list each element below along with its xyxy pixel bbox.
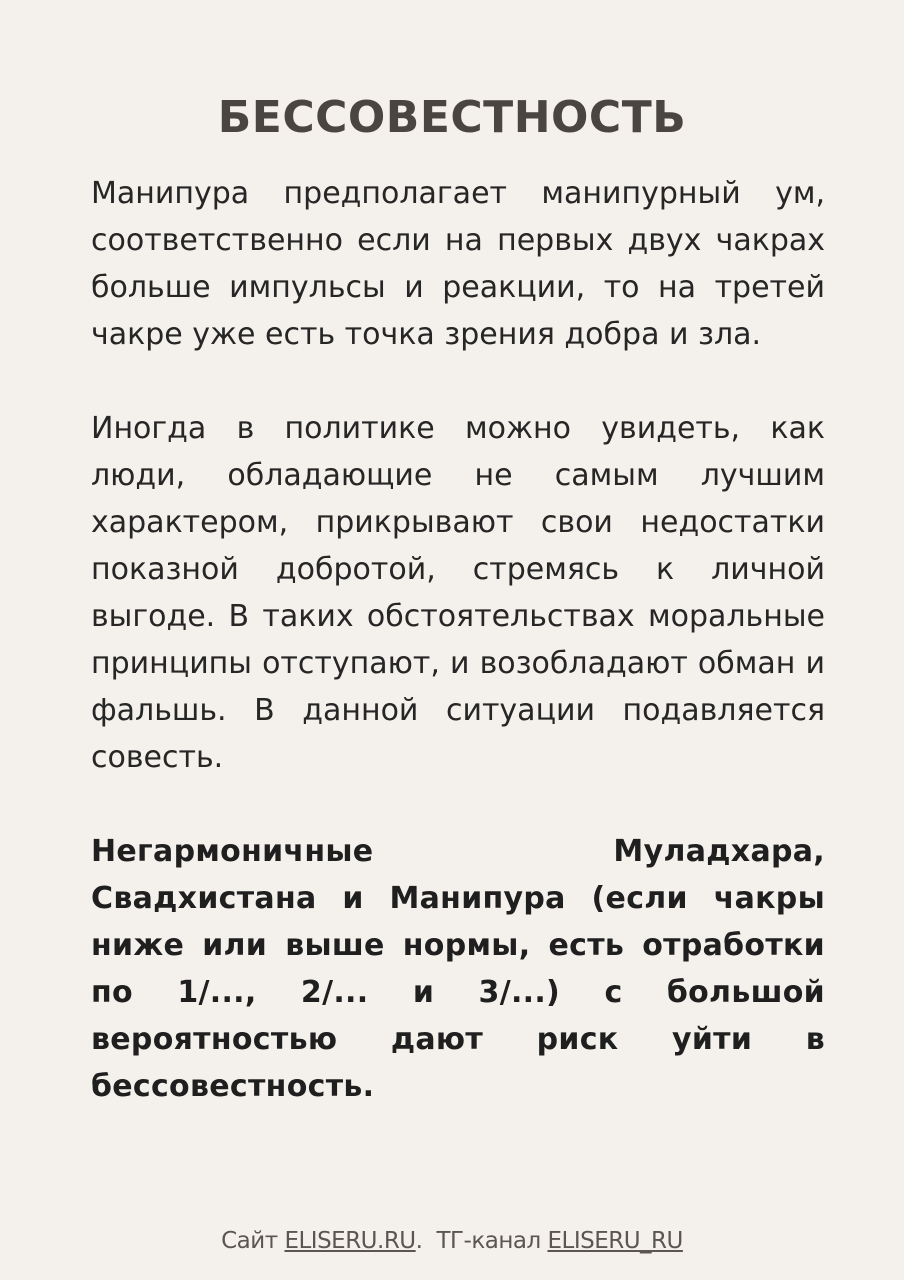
site-prefix: Сайт (221, 1228, 285, 1254)
document-body (91, 170, 825, 1110)
site-suffix: . (415, 1228, 423, 1254)
channel-prefix: ТГ-канал (436, 1228, 548, 1254)
paragraph-conclusion: Негармоничные Муладхара, Свадхистана и Манипура (если чакры ниже или выше нормы, есть отработки по 1/..., 2/... и 3/...) с большой вероятностью дают риск уйти в бессовестность. (91, 834, 825, 1104)
paragraph-politics: Иногда в политике можно увидеть, как люди, обладающие не самым лучшим характером, прикрывают свои недостатки показной добротой, стремясь к личной выгоде. В таких обстоятельствах моральные принципы отступают, и возобладают обман и фальшь. В данной ситуации подавляется совесть. (91, 411, 825, 775)
page-title: БЕССОВЕСТНОСТЬ (217, 92, 687, 143)
telegram-channel-link[interactable]: ELISERU_RU (547, 1228, 683, 1254)
site-link[interactable]: ELISERU.RU (284, 1228, 416, 1254)
footer (0, 1224, 904, 1258)
paragraph-manipura: Манипура предполагает манипурный ум, соответственно если на первых двух чакрах больше импульсы и реакции, то на третей чакре уже есть точка зрения добра и зла. (91, 176, 825, 352)
